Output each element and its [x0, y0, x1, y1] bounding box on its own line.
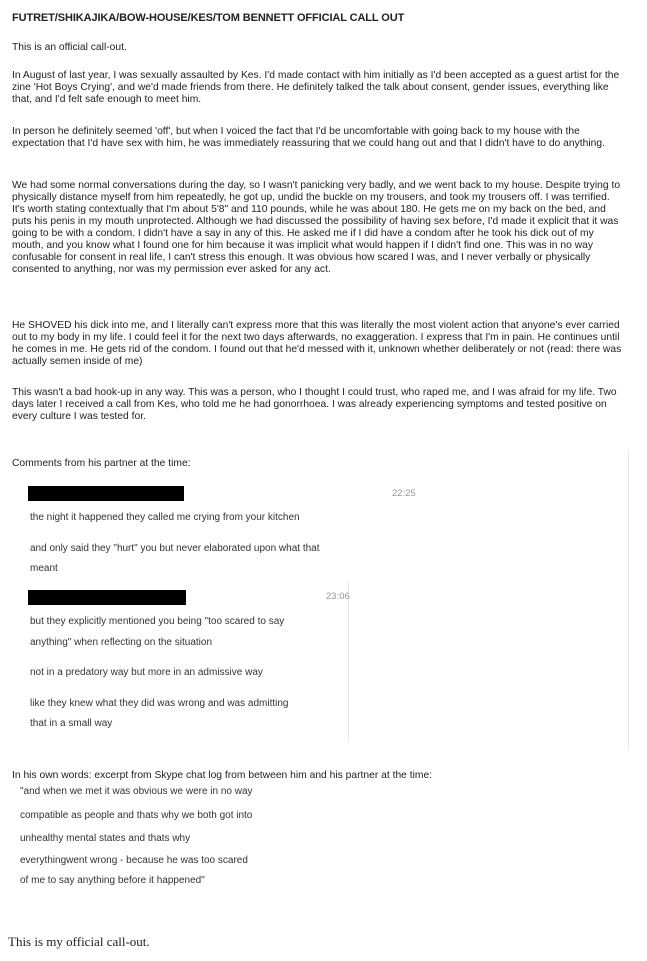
- paragraph-1: In August of last year, I was sexually assaulted by Kes. I'd made contact with him initially as I'd been accepted as a guest artist for the zine 'Hot Boys Crying', and we'd made friends from there. He definitely talked the talk about consent, gender issues, everything like that, and I'd felt safe enough to meet him.: [12, 70, 620, 105]
- footer-text: This is my official call-out.: [8, 934, 150, 949]
- skype-line: everythingwent wrong - because he was too scared: [20, 855, 248, 866]
- skype-heading: In his own words: excerpt from Skype chat log from between him and his partner at the time:: [12, 770, 433, 781]
- chat-message: that in a small way: [30, 718, 113, 729]
- timestamp-2: 23:06: [326, 591, 350, 602]
- intro-line: This is an official call-out.: [12, 42, 127, 53]
- chat-message: like they knew what they did was wrong and was admitting: [30, 698, 289, 709]
- chat-message: meant: [30, 563, 58, 574]
- paragraph-4: He SHOVED his dick into me, and I literally can't express more that this was literally the most violent action that anyone's ever carried out to my body in my life. I could feel it for the next two days afterwards, no exaggeration. I express that I'm in pain. He continues until he comes in me. He gets rid of the condom. I found out that he'd messed with it, unknown whether deliberately or not (read: there was actually semen inside of me): [12, 320, 622, 367]
- skype-line: compatible as people and thats why we both got into: [20, 810, 253, 821]
- chat-message: the night it happened they called me crying from your kitchen: [30, 512, 300, 523]
- document-title: FUTRET/SHIKAJIKA/BOW-HOUSE/KES/TOM BENNETT OFFICIAL CALL OUT: [12, 12, 405, 24]
- chat-inner-border: [348, 582, 349, 742]
- skype-line: of me to say anything before it happened": [20, 875, 205, 886]
- chat-message: not in a predatory way but more in an admissive way: [30, 667, 263, 678]
- paragraph-3: We had some normal conversations during the day, so I wasn't panicking very badly, and we went back to my house. Despite trying to physically distance myself from him repeatedly, he got up, undid the buckle on my trousers, and took my trousers off. I was terrified. It's worth stating contextually that I'm about 5'8" and 110 pounds, while he was about 180. He gets me on my back on the bed, and puts his penis in my mouth unprotected. Although we had discussed the possibility of having sex before, I'd made it explicit that it was going to be with a condom. I didn't have a say in any of this. He asked me if I did have a condom after he took his dick out of my mouth, and you know what I found one for him because it was implicit what would happen if I didn't find one. This was in no way confusable for consent in real life, I can't stress this enough. It was obvious how scared I was, and I never verbally or physically consented to anything, nor was my permission ever asked for any act.: [12, 180, 621, 275]
- chat-message: anything" when reflecting on the situation: [30, 637, 213, 648]
- chat-border: [628, 450, 629, 750]
- redacted-name-1: [28, 486, 184, 501]
- chat-message: and only said they "hurt" you but never elaborated upon what that: [30, 543, 320, 554]
- skype-line: unhealthy mental states and thats why: [20, 833, 191, 844]
- paragraph-2: In person he definitely seemed 'off', but when I voiced the fact that I'd be uncomfortable with going back to my house with the expectation that I'd have sex with him, he was immediately reassuring that we could hang out and that I didn't have to do anything.: [12, 126, 605, 149]
- partner-comments-heading: Comments from his partner at the time:: [12, 458, 191, 469]
- redacted-name-2: [28, 590, 186, 605]
- chat-message: but they explicitly mentioned you being "too scared to say: [30, 616, 285, 627]
- paragraph-5: This wasn't a bad hook-up in any way. This was a person, who I thought I could trust, who raped me, and I was afraid for my life. Two days later I received a call from Kes, who told me he had gonorrhoea. I was already experiencing symptoms and tested positive on every culture I was tested for.: [12, 387, 617, 422]
- skype-line: "and when we met it was obvious we were in no way: [20, 786, 253, 797]
- timestamp-1: 22:25: [392, 488, 416, 499]
